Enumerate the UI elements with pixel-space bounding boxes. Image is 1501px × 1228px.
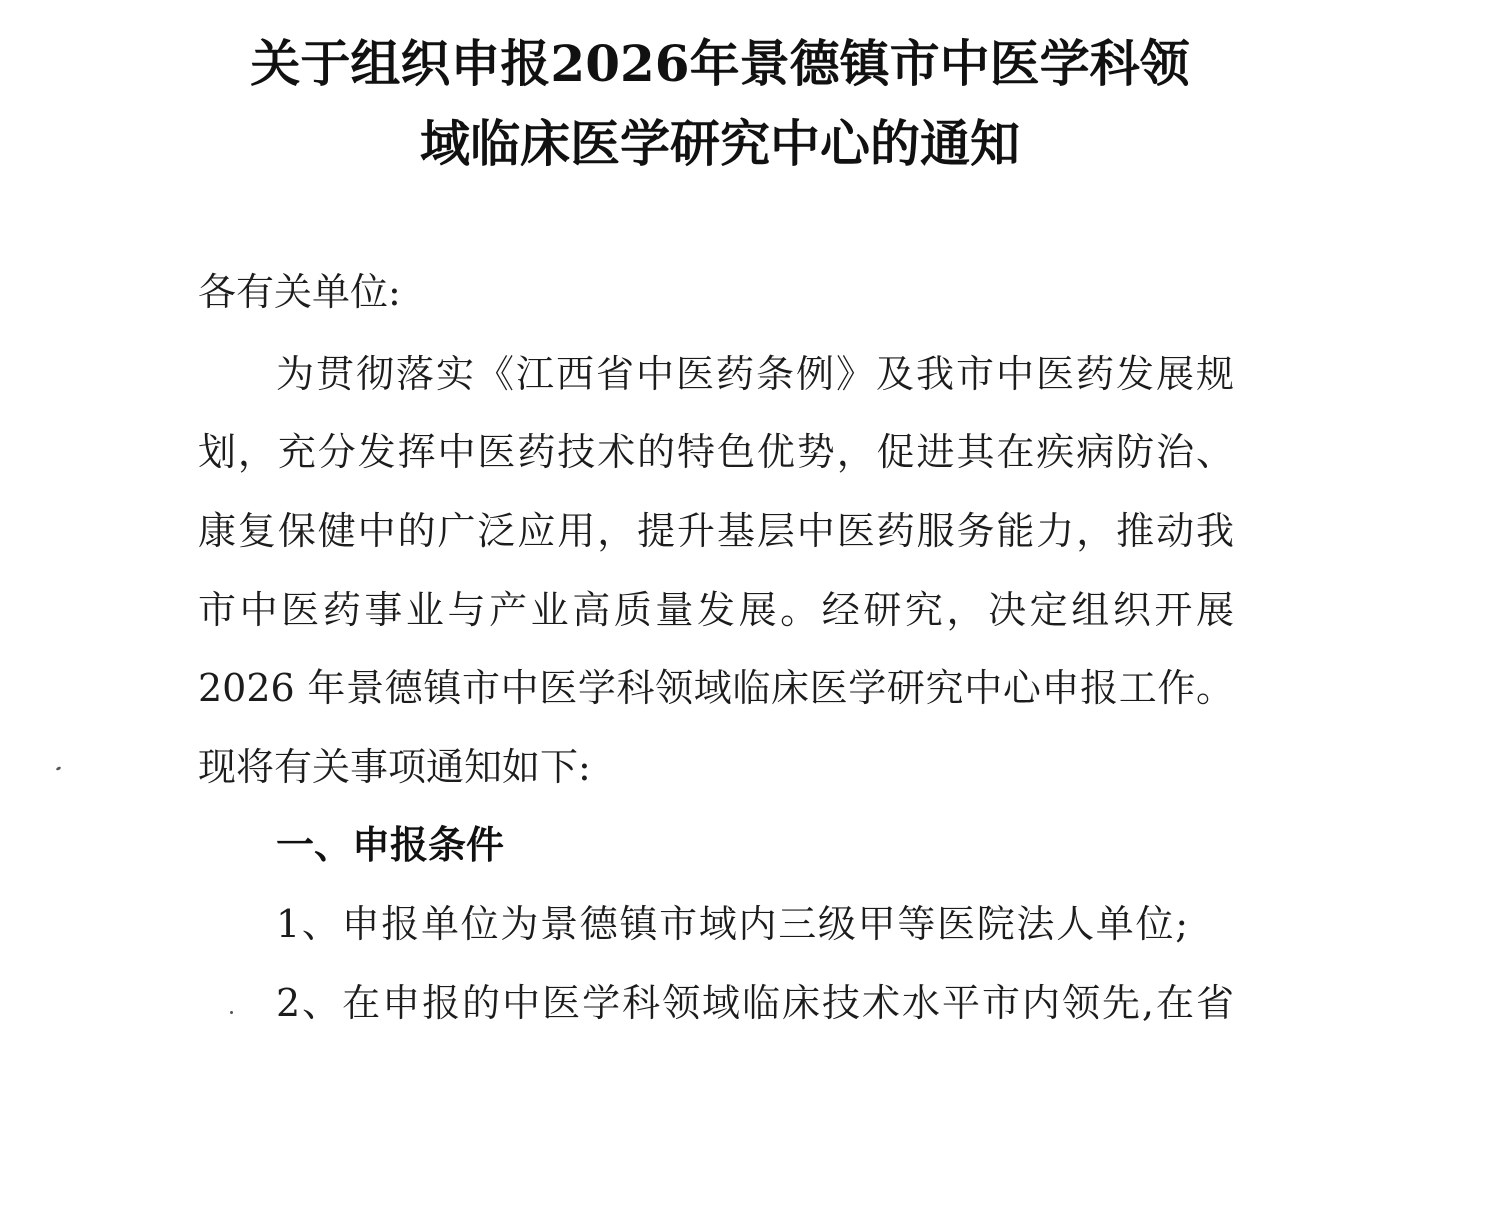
condition-item-2: 2、在申报的中医学科领域临床技术水平市内领先,在省 (276, 981, 1234, 1025)
scan-speck (230, 1011, 233, 1014)
intro-paragraph-line-4: 市中医药事业与产业高质量发展。经研究，决定组织开展 (198, 588, 1234, 632)
notice-title-line-2: 域临床医学研究中心的通知 (420, 114, 1020, 173)
intro-paragraph-line-5: 2026 年景德镇市中医学科领域临床医学研究中心申报工作。 (198, 666, 1234, 710)
intro-paragraph-line-3: 康复保健中的广泛应用，提升基层中医药服务能力，推动我 (198, 509, 1234, 553)
intro-paragraph-line-6: 现将有关事项通知如下: (198, 745, 591, 789)
salutation: 各有关单位: (198, 270, 401, 314)
intro-paragraph-line-1: 为贯彻落实《江西省中医药条例》及我市中医药发展规 (276, 352, 1234, 396)
notice-title-line-1: 关于组织申报2026年景德镇市中医学科领 (250, 34, 1190, 93)
intro-paragraph-line-2: 划，充分发挥中医药技术的特色优势，促进其在疾病防治、 (198, 430, 1234, 474)
scan-speck (56, 766, 62, 771)
section-heading-eligibility: 一、申报条件 (276, 823, 505, 867)
condition-item-1: 1、申报单位为景德镇市域内三级甲等医院法人单位; (276, 902, 1188, 946)
